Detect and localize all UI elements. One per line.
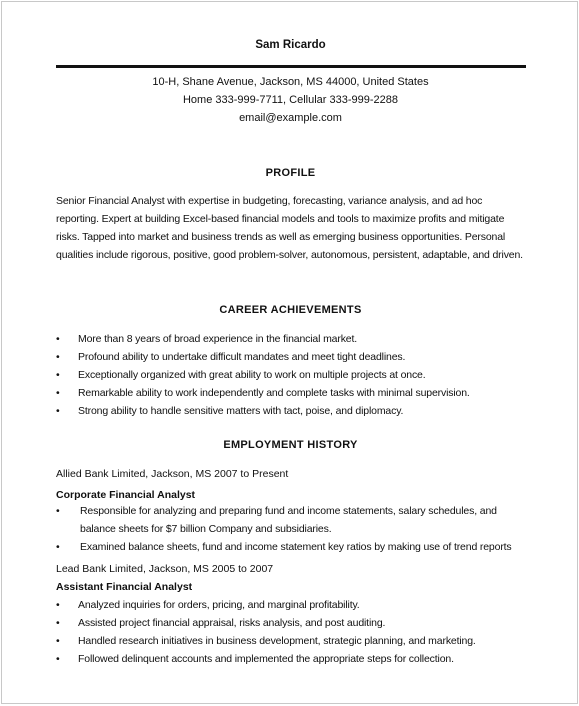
address-line: 10-H, Shane Avenue, Jackson, MS 44000, United States [152, 76, 429, 88]
list-item [56, 614, 531, 632]
achievement-text: Exceptionally organized with great ability to work on multiple projects at once. [78, 369, 426, 381]
bullet-marker: • [56, 333, 60, 345]
achievement-text: More than 8 years of broad experience in the financial market. [78, 333, 358, 345]
bullet-marker: • [56, 387, 60, 399]
list-item [56, 348, 531, 366]
bullet-marker: • [56, 635, 60, 647]
achievements-list [56, 330, 531, 420]
career-achievements-heading: CAREER ACHIEVEMENTS [219, 304, 362, 316]
resume-page [1, 1, 578, 704]
list-item [56, 632, 531, 650]
candidate-name: Sam Ricardo [255, 39, 326, 51]
achievement-text: Remarkable ability to work independently and complete tasks with minimal supervision. [78, 387, 470, 399]
bullet-marker: • [56, 405, 60, 417]
employer-line: Allied Bank Limited, Jackson, MS 2007 to Present [56, 468, 289, 480]
list-item [56, 402, 531, 420]
bullet-marker: • [56, 541, 60, 553]
duty-text: Examined balance sheets, fund and income statement key ratios by making use of trend reports [80, 541, 512, 553]
achievement-text: Strong ability to handle sensitive matters with tact, poise, and diplomacy. [78, 405, 404, 417]
list-item [56, 384, 531, 402]
job-title: Corporate Financial Analyst [56, 489, 196, 501]
profile-heading: PROFILE [265, 167, 316, 179]
phone-line: Home 333-999-7711, Cellular 333-999-2288 [182, 94, 399, 106]
employment-history-heading: EMPLOYMENT HISTORY [223, 439, 358, 451]
job-duties-list [56, 596, 531, 668]
profile-summary: Senior Financial Analyst with expertise in budgeting, forecasting, variance analysis, and ad hoc reporting. Expert at building Excel-based financial models and tools to maximize profits and mitigate risks. Tapped into market and business trends as well as emerging business opportunities. Personal qualities include rigorous, positive, good problem-solver, autonomous, persistent, adaptable, and driven. [56, 195, 523, 261]
duty-text: Handled research initiatives in business development, strategic planning, and marketing. [78, 635, 476, 647]
header-divider [56, 65, 526, 68]
bullet-marker: • [56, 369, 60, 381]
list-item [56, 330, 531, 348]
bullet-marker: • [56, 599, 60, 611]
job-duties-list [56, 502, 526, 556]
duty-text: Responsible for analyzing and preparing fund and income statements, salary schedules, and balance sheets for $7 billion Company and subsidiaries. [80, 505, 497, 535]
duty-text: Analyzed inquiries for orders, pricing, and marginal profitability. [78, 599, 360, 611]
duty-text: Assisted project financial appraisal, risks analysis, and post auditing. [78, 617, 386, 629]
bullet-marker: • [56, 505, 60, 517]
list-item [56, 650, 531, 668]
list-item [56, 366, 531, 384]
bullet-marker: • [56, 617, 60, 629]
employer-line: Lead Bank Limited, Jackson, MS 2005 to 2007 [56, 563, 274, 575]
email-line: email@example.com [239, 112, 342, 124]
list-item [56, 596, 531, 614]
achievement-text: Profound ability to undertake difficult mandates and meet tight deadlines. [78, 351, 406, 363]
bullet-marker: • [56, 351, 60, 363]
list-item [56, 502, 526, 538]
bullet-marker: • [56, 653, 60, 665]
job-title: Assistant Financial Analyst [56, 581, 193, 593]
list-item [56, 538, 526, 556]
duty-text: Followed delinquent accounts and implemented the appropriate steps for collection. [78, 653, 454, 665]
